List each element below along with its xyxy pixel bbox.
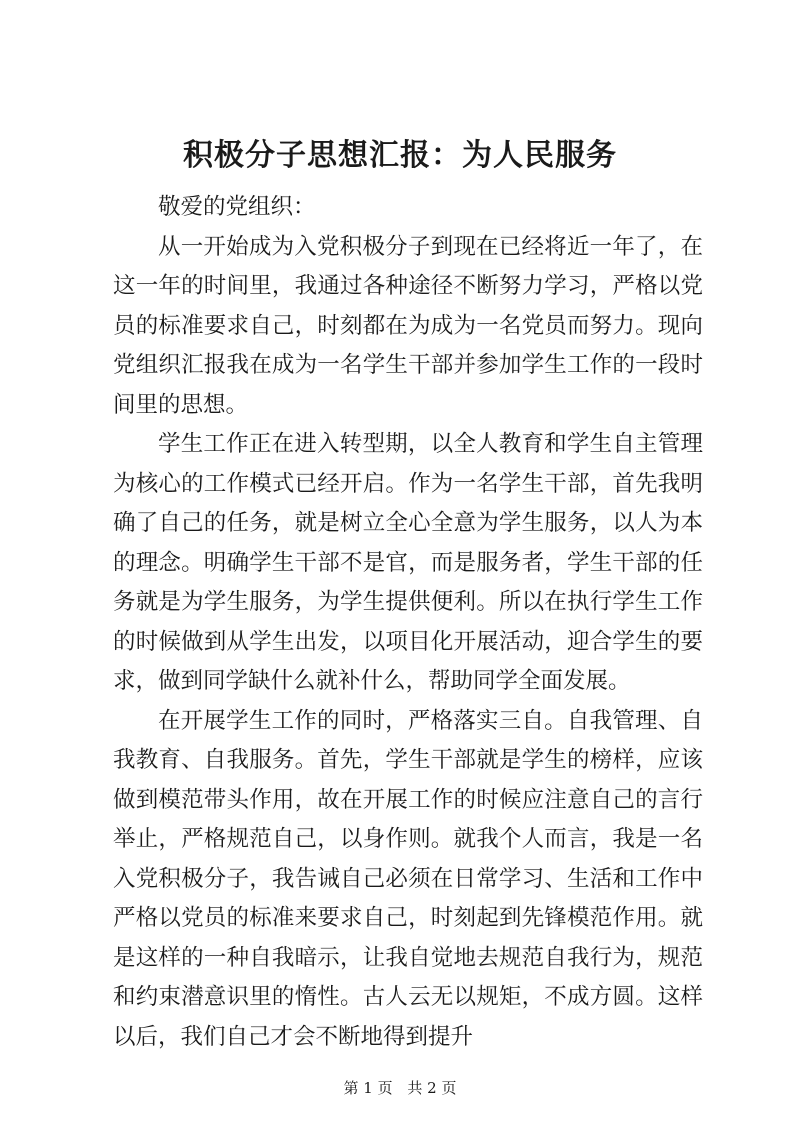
paragraph-1: 从一开始成为入党积极分子到现在已经将近一年了，在这一年的时间里，我通过各种途径不断努力学习，严格以党员的标准要求自己，时刻都在为成为一名党员而努力。现向党组织汇报我在成为一名学生干部并参加学生工作的一段时间里的思想。 [113,233,703,418]
salutation: 敬爱的党组织： [158,194,316,220]
page-number-total: 共 2 页 [407,1079,457,1097]
paragraph-3: 在开展学生工作的同时，严格落实三自。自我管理、自我教育、自我服务。首先，学生干部就是学生的榜样，应该做到模范带头作用，故在开展工作的时候应注意自己的言行举止，严格规范自己，以身作则。就我个人而言，我是一名入党积极分子，我告诫自己必须在日常学习、生活和工作中严格以党员的标准来要求自己，时刻起到先锋模范作用。就是这样的一种自我暗示，让我自觉地去规范自我行为，规范和约束潜意识里的惰性。古人云无以规矩，不成方圆。这样以后，我们自己才会不断地得到提升 [113,707,703,1050]
document-title: 积极分子思想汇报：为人民服务 [183,138,617,173]
page-footer [0,1078,800,1098]
paragraph-2: 学生工作正在进入转型期，以全人教育和学生自主管理为核心的工作模式已经开启。作为一名学生干部，首先我明确了自己的任务，就是树立全心全意为学生服务，以人为本的理念。明确学生干部不是官，而是服务者，学生干部的任务就是为学生服务，为学生提供便利。所以在执行学生工作的时候做到从学生出发，以项目化开展活动，迎合学生的要求，做到同学缺什么就补什么，帮助同学全面发展。 [113,431,703,694]
document-body [113,188,703,1057]
page-number-current: 第 1 页 [343,1079,393,1097]
